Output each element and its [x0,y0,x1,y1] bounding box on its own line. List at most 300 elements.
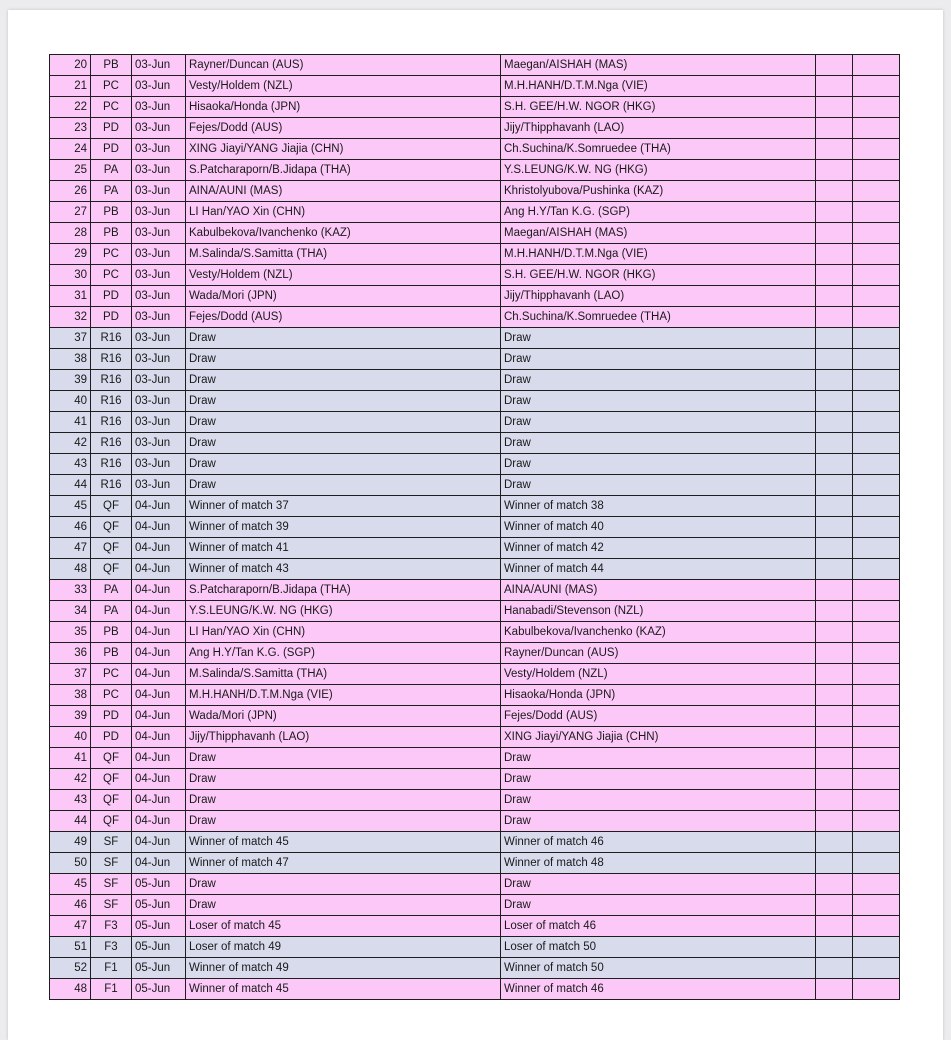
match-number-cell: 49 [50,832,91,853]
score-cell-a [816,706,853,727]
score-cell-b [853,160,900,181]
score-cell-a [816,370,853,391]
date-cell: 03-Jun [132,181,186,202]
round-cell: PA [91,160,132,181]
date-cell: 03-Jun [132,307,186,328]
round-cell: PA [91,181,132,202]
score-cell-a [816,685,853,706]
table-row [50,412,900,433]
table-row [50,874,900,895]
score-cell-a [816,76,853,97]
team-b-cell: M.H.HANH/D.T.M.Nga (VIE) [501,244,816,265]
team-b-cell: Winner of match 42 [501,538,816,559]
score-cell-a [816,601,853,622]
score-cell-b [853,223,900,244]
score-cell-b [853,706,900,727]
team-b-cell: Draw [501,475,816,496]
date-cell: 04-Jun [132,790,186,811]
team-a-cell: Fejes/Dodd (AUS) [186,118,501,139]
score-cell-a [816,580,853,601]
score-cell-b [853,979,900,1000]
round-cell: R16 [91,412,132,433]
score-cell-a [816,874,853,895]
team-b-cell: Ch.Suchina/K.Somruedee (THA) [501,139,816,160]
match-number-cell: 22 [50,97,91,118]
date-cell: 04-Jun [132,622,186,643]
team-b-cell: Draw [501,433,816,454]
team-b-cell: Maegan/AISHAH (MAS) [501,55,816,76]
match-number-cell: 44 [50,475,91,496]
table-row [50,748,900,769]
date-cell: 03-Jun [132,412,186,433]
score-cell-a [816,181,853,202]
table-row [50,370,900,391]
score-cell-b [853,895,900,916]
match-number-cell: 38 [50,685,91,706]
match-number-cell: 45 [50,874,91,895]
team-a-cell: Draw [186,349,501,370]
score-cell-a [816,97,853,118]
score-cell-a [816,118,853,139]
match-number-cell: 27 [50,202,91,223]
score-cell-a [816,727,853,748]
team-a-cell: Draw [186,874,501,895]
score-cell-b [853,265,900,286]
team-a-cell: Kabulbekova/Ivanchenko (KAZ) [186,223,501,244]
date-cell: 03-Jun [132,76,186,97]
date-cell: 04-Jun [132,706,186,727]
score-cell-b [853,790,900,811]
match-number-cell: 44 [50,811,91,832]
date-cell: 03-Jun [132,328,186,349]
table-row [50,517,900,538]
table-row [50,349,900,370]
team-a-cell: Draw [186,895,501,916]
score-cell-a [816,853,853,874]
score-cell-b [853,307,900,328]
table-row [50,97,900,118]
table-row [50,685,900,706]
score-cell-a [816,475,853,496]
score-cell-b [853,433,900,454]
score-cell-b [853,55,900,76]
date-cell: 03-Jun [132,475,186,496]
score-cell-b [853,181,900,202]
date-cell: 04-Jun [132,811,186,832]
date-cell: 03-Jun [132,265,186,286]
team-b-cell: Loser of match 46 [501,916,816,937]
team-b-cell: Draw [501,328,816,349]
round-cell: PA [91,580,132,601]
team-b-cell: Winner of match 38 [501,496,816,517]
score-cell-a [816,790,853,811]
team-a-cell: Loser of match 49 [186,937,501,958]
table-row [50,937,900,958]
date-cell: 03-Jun [132,433,186,454]
team-b-cell: Draw [501,748,816,769]
round-cell: QF [91,559,132,580]
round-cell: PC [91,244,132,265]
round-cell: PC [91,265,132,286]
score-cell-b [853,202,900,223]
table-row [50,118,900,139]
match-number-cell: 50 [50,853,91,874]
date-cell: 04-Jun [132,769,186,790]
score-cell-a [816,307,853,328]
score-cell-b [853,811,900,832]
date-cell: 05-Jun [132,937,186,958]
team-a-cell: M.Salinda/S.Samitta (THA) [186,244,501,265]
team-b-cell: Winner of match 46 [501,979,816,1000]
table-row [50,706,900,727]
score-cell-b [853,118,900,139]
table-row [50,454,900,475]
team-b-cell: Vesty/Holdem (NZL) [501,664,816,685]
team-b-cell: Draw [501,790,816,811]
score-cell-b [853,601,900,622]
team-b-cell: Draw [501,349,816,370]
match-number-cell: 39 [50,370,91,391]
date-cell: 04-Jun [132,748,186,769]
team-b-cell: Draw [501,874,816,895]
round-cell: QF [91,517,132,538]
score-cell-b [853,538,900,559]
team-b-cell: Fejes/Dodd (AUS) [501,706,816,727]
team-b-cell: Hisaoka/Honda (JPN) [501,685,816,706]
table-row [50,664,900,685]
round-cell: SF [91,874,132,895]
match-number-cell: 46 [50,895,91,916]
team-a-cell: XING Jiayi/YANG Jiajia (CHN) [186,139,501,160]
date-cell: 04-Jun [132,517,186,538]
schedule-body [50,55,900,1000]
table-row [50,538,900,559]
team-a-cell: Hisaoka/Honda (JPN) [186,97,501,118]
team-a-cell: Winner of match 45 [186,979,501,1000]
score-cell-a [816,433,853,454]
score-cell-a [816,538,853,559]
team-a-cell: AINA/AUNI (MAS) [186,181,501,202]
round-cell: SF [91,895,132,916]
round-cell: R16 [91,433,132,454]
match-schedule-table [49,54,900,1000]
team-a-cell: Draw [186,454,501,475]
table-row [50,307,900,328]
team-a-cell: Draw [186,412,501,433]
table-row [50,958,900,979]
date-cell: 04-Jun [132,685,186,706]
team-b-cell: Hanabadi/Stevenson (NZL) [501,601,816,622]
round-cell: PC [91,76,132,97]
score-cell-a [816,55,853,76]
match-number-cell: 41 [50,412,91,433]
team-a-cell: Draw [186,370,501,391]
round-cell: QF [91,790,132,811]
round-cell: PB [91,223,132,244]
table-row [50,202,900,223]
date-cell: 04-Jun [132,538,186,559]
score-cell-a [816,643,853,664]
round-cell: F3 [91,937,132,958]
table-row [50,76,900,97]
team-a-cell: Winner of match 49 [186,958,501,979]
date-cell: 03-Jun [132,349,186,370]
table-row [50,895,900,916]
date-cell: 04-Jun [132,643,186,664]
team-a-cell: Winner of match 39 [186,517,501,538]
round-cell: PB [91,622,132,643]
team-a-cell: Y.S.LEUNG/K.W. NG (HKG) [186,601,501,622]
team-a-cell: Draw [186,811,501,832]
table-row [50,286,900,307]
round-cell: PA [91,601,132,622]
score-cell-a [816,748,853,769]
table-row [50,601,900,622]
round-cell: PB [91,643,132,664]
round-cell: PB [91,55,132,76]
team-b-cell: Winner of match 40 [501,517,816,538]
team-a-cell: Draw [186,475,501,496]
date-cell: 03-Jun [132,223,186,244]
match-number-cell: 46 [50,517,91,538]
score-cell-b [853,643,900,664]
team-a-cell: Winner of match 45 [186,832,501,853]
table-row [50,328,900,349]
score-cell-b [853,685,900,706]
table-row [50,811,900,832]
date-cell: 04-Jun [132,727,186,748]
score-cell-b [853,916,900,937]
round-cell: PC [91,97,132,118]
score-cell-b [853,139,900,160]
score-cell-a [816,769,853,790]
date-cell: 04-Jun [132,496,186,517]
team-a-cell: Winner of match 41 [186,538,501,559]
team-b-cell: Khristolyubova/Pushinka (KAZ) [501,181,816,202]
table-row [50,244,900,265]
team-b-cell: Y.S.LEUNG/K.W. NG (HKG) [501,160,816,181]
date-cell: 04-Jun [132,559,186,580]
table-row [50,181,900,202]
round-cell: F3 [91,916,132,937]
score-cell-a [816,328,853,349]
team-b-cell: Draw [501,895,816,916]
team-a-cell: Wada/Mori (JPN) [186,286,501,307]
team-a-cell: Fejes/Dodd (AUS) [186,307,501,328]
match-number-cell: 41 [50,748,91,769]
score-cell-b [853,328,900,349]
team-b-cell: Winner of match 48 [501,853,816,874]
team-b-cell: Winner of match 44 [501,559,816,580]
date-cell: 03-Jun [132,244,186,265]
table-row [50,160,900,181]
score-cell-a [816,286,853,307]
team-a-cell: Vesty/Holdem (NZL) [186,265,501,286]
table-row [50,853,900,874]
round-cell: PC [91,685,132,706]
team-b-cell: S.H. GEE/H.W. NGOR (HKG) [501,265,816,286]
team-b-cell: Winner of match 50 [501,958,816,979]
date-cell: 03-Jun [132,391,186,412]
match-number-cell: 20 [50,55,91,76]
table-row [50,622,900,643]
score-cell-a [816,496,853,517]
round-cell: QF [91,496,132,517]
round-cell: PC [91,664,132,685]
team-b-cell: Draw [501,811,816,832]
round-cell: R16 [91,370,132,391]
table-row [50,979,900,1000]
score-cell-b [853,580,900,601]
score-cell-a [816,517,853,538]
round-cell: R16 [91,391,132,412]
date-cell: 03-Jun [132,370,186,391]
score-cell-a [816,937,853,958]
score-cell-a [816,244,853,265]
score-cell-b [853,664,900,685]
score-cell-b [853,748,900,769]
team-a-cell: Ang H.Y/Tan K.G. (SGP) [186,643,501,664]
match-number-cell: 40 [50,727,91,748]
date-cell: 03-Jun [132,55,186,76]
score-cell-b [853,454,900,475]
date-cell: 05-Jun [132,958,186,979]
team-a-cell: S.Patcharaporn/B.Jidapa (THA) [186,160,501,181]
date-cell: 05-Jun [132,916,186,937]
round-cell: PD [91,286,132,307]
match-number-cell: 43 [50,454,91,475]
score-cell-b [853,622,900,643]
team-a-cell: Draw [186,391,501,412]
round-cell: QF [91,811,132,832]
match-number-cell: 40 [50,391,91,412]
match-number-cell: 36 [50,643,91,664]
match-number-cell: 51 [50,937,91,958]
team-a-cell: Loser of match 45 [186,916,501,937]
score-cell-b [853,874,900,895]
score-cell-a [816,265,853,286]
team-a-cell: Draw [186,769,501,790]
match-number-cell: 32 [50,307,91,328]
team-b-cell: Kabulbekova/Ivanchenko (KAZ) [501,622,816,643]
team-b-cell: XING Jiayi/YANG Jiajia (CHN) [501,727,816,748]
team-a-cell: M.H.HANH/D.T.M.Nga (VIE) [186,685,501,706]
score-cell-a [816,622,853,643]
date-cell: 03-Jun [132,139,186,160]
team-a-cell: Winner of match 37 [186,496,501,517]
score-cell-b [853,517,900,538]
round-cell: PB [91,202,132,223]
date-cell: 03-Jun [132,286,186,307]
date-cell: 04-Jun [132,601,186,622]
match-number-cell: 25 [50,160,91,181]
score-cell-a [816,223,853,244]
team-a-cell: M.Salinda/S.Samitta (THA) [186,664,501,685]
match-number-cell: 31 [50,286,91,307]
score-cell-a [816,454,853,475]
table-row [50,139,900,160]
team-b-cell: AINA/AUNI (MAS) [501,580,816,601]
match-number-cell: 37 [50,664,91,685]
match-number-cell: 45 [50,496,91,517]
table-row [50,643,900,664]
table-row [50,727,900,748]
team-b-cell: Maegan/AISHAH (MAS) [501,223,816,244]
score-cell-b [853,286,900,307]
team-a-cell: Vesty/Holdem (NZL) [186,76,501,97]
table-row [50,559,900,580]
date-cell: 03-Jun [132,97,186,118]
score-cell-b [853,76,900,97]
match-number-cell: 48 [50,559,91,580]
round-cell: PD [91,139,132,160]
match-number-cell: 48 [50,979,91,1000]
score-cell-a [816,832,853,853]
table-row [50,916,900,937]
team-a-cell: Draw [186,328,501,349]
match-number-cell: 35 [50,622,91,643]
date-cell: 03-Jun [132,202,186,223]
match-number-cell: 47 [50,538,91,559]
score-cell-b [853,391,900,412]
score-cell-b [853,853,900,874]
team-a-cell: Jijy/Thipphavanh (LAO) [186,727,501,748]
match-number-cell: 43 [50,790,91,811]
score-cell-a [816,202,853,223]
match-number-cell: 47 [50,916,91,937]
score-cell-a [816,916,853,937]
round-cell: QF [91,538,132,559]
match-number-cell: 29 [50,244,91,265]
team-b-cell: Jijy/Thipphavanh (LAO) [501,286,816,307]
round-cell: R16 [91,349,132,370]
score-cell-b [853,727,900,748]
table-row [50,790,900,811]
date-cell: 05-Jun [132,979,186,1000]
round-cell: QF [91,748,132,769]
round-cell: R16 [91,475,132,496]
table-row [50,496,900,517]
score-cell-a [816,391,853,412]
round-cell: F1 [91,979,132,1000]
table-row [50,832,900,853]
match-number-cell: 34 [50,601,91,622]
match-number-cell: 28 [50,223,91,244]
match-number-cell: 42 [50,433,91,454]
table-row [50,580,900,601]
team-a-cell: Draw [186,790,501,811]
date-cell: 04-Jun [132,580,186,601]
score-cell-b [853,832,900,853]
date-cell: 03-Jun [132,454,186,475]
round-cell: SF [91,832,132,853]
table-row [50,475,900,496]
match-number-cell: 30 [50,265,91,286]
table-row [50,391,900,412]
score-cell-a [816,811,853,832]
team-b-cell: Jijy/Thipphavanh (LAO) [501,118,816,139]
round-cell: QF [91,769,132,790]
match-number-cell: 39 [50,706,91,727]
team-b-cell: Draw [501,370,816,391]
team-a-cell: Draw [186,433,501,454]
team-a-cell: LI Han/YAO Xin (CHN) [186,202,501,223]
match-number-cell: 38 [50,349,91,370]
round-cell: PD [91,706,132,727]
score-cell-b [853,475,900,496]
team-a-cell: Wada/Mori (JPN) [186,706,501,727]
team-b-cell: Rayner/Duncan (AUS) [501,643,816,664]
